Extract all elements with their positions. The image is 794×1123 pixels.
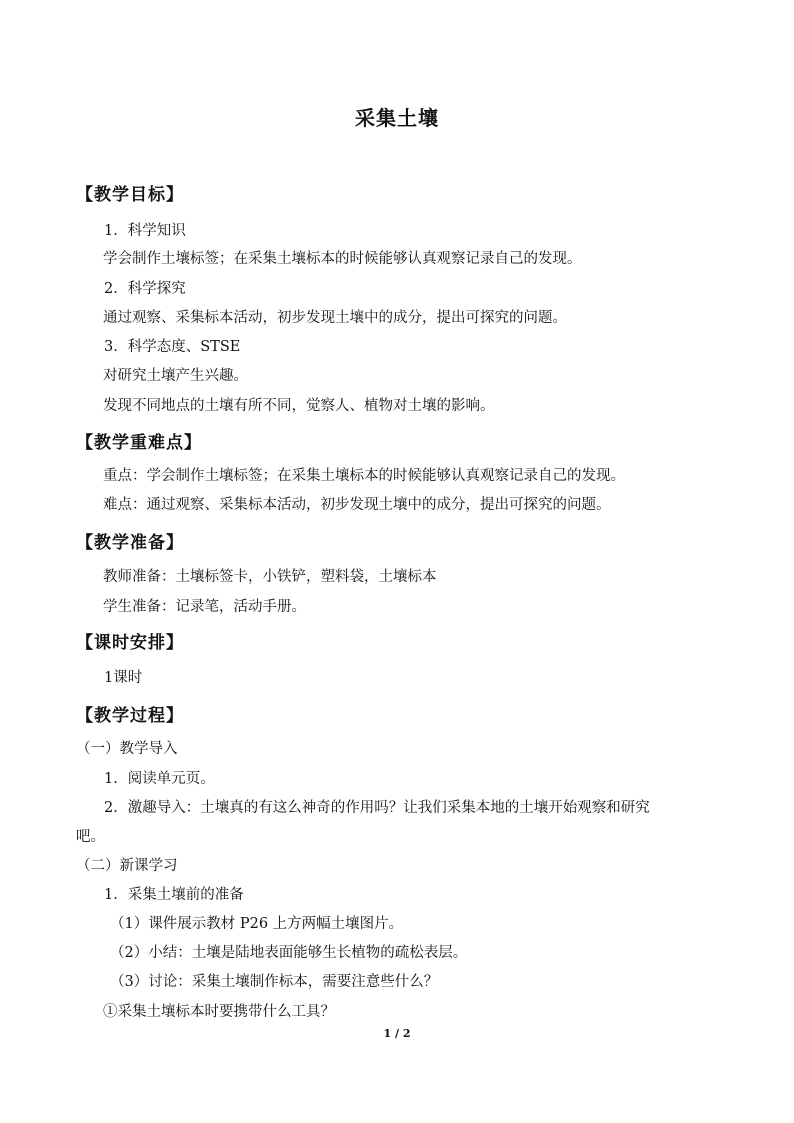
prep-line-1: 教师准备：土壤标签卡，小铁铲，塑料袋，土壤标本 (103, 569, 437, 585)
process-line-2: 2．激趣导入：土壤真的有这么神奇的作用吗？让我们采集本地的土壤开始观察和研究 (104, 800, 650, 816)
section-heading-keypoints: 【教学重难点】 (76, 433, 202, 453)
goals-line-3: 2．科学探究 (104, 281, 186, 297)
page-number: 1 / 2 (383, 1027, 411, 1040)
keypoints-line-2: 难点：通过观察、采集标本活动，初步发现土壤中的成分，提出可探究的问题。 (103, 497, 611, 513)
section-heading-prep: 【教学准备】 (76, 533, 184, 553)
process-line-7: ①采集土壤标本时要携带什么工具？ (103, 1004, 335, 1020)
section-heading-schedule: 【课时安排】 (76, 633, 184, 653)
process-subheading-2: （二）新课学习 (76, 858, 178, 874)
page-title: 采集土壤 (355, 106, 439, 130)
goals-line-2: 学会制作土壤标签；在采集土壤标本的时候能够认真观察记录自己的发现。 (103, 251, 582, 267)
goals-line-7: 发现不同地点的土壤有所不同，觉察人、植物对土壤的影响。 (103, 398, 495, 414)
process-line-6: （3）讨论：采集土壤制作标本，需要注意些什么？ (110, 974, 439, 990)
prep-line-2: 学生准备：记录笔，活动手册。 (103, 599, 306, 615)
process-line-2-cont: 吧。 (76, 829, 105, 845)
process-line-3: 1．采集土壤前的准备 (104, 887, 244, 903)
process-line-1: 1．阅读单元页。 (104, 771, 215, 787)
goals-line-1: 1．科学知识 (104, 223, 186, 239)
keypoints-line-1: 重点：学会制作土壤标签；在采集土壤标本的时候能够认真观察记录自己的发现。 (103, 468, 625, 484)
section-heading-goals: 【教学目标】 (76, 185, 184, 205)
section-heading-process: 【教学过程】 (76, 706, 184, 726)
process-subheading-1: （一）教学导入 (76, 741, 178, 757)
process-line-5: （2）小结：土壤是陆地表面能够生长植物的疏松表层。 (110, 945, 468, 961)
process-line-4: （1）课件展示教材 P26 上方两幅土壤图片。 (110, 916, 404, 932)
goals-line-4: 通过观察、采集标本活动，初步发现土壤中的成分，提出可探究的问题。 (103, 310, 567, 326)
goals-line-5: 3．科学态度、STSE (104, 339, 241, 355)
goals-line-6: 对研究土壤产生兴趣。 (103, 368, 248, 384)
schedule-line-1: 1课时 (104, 670, 143, 686)
